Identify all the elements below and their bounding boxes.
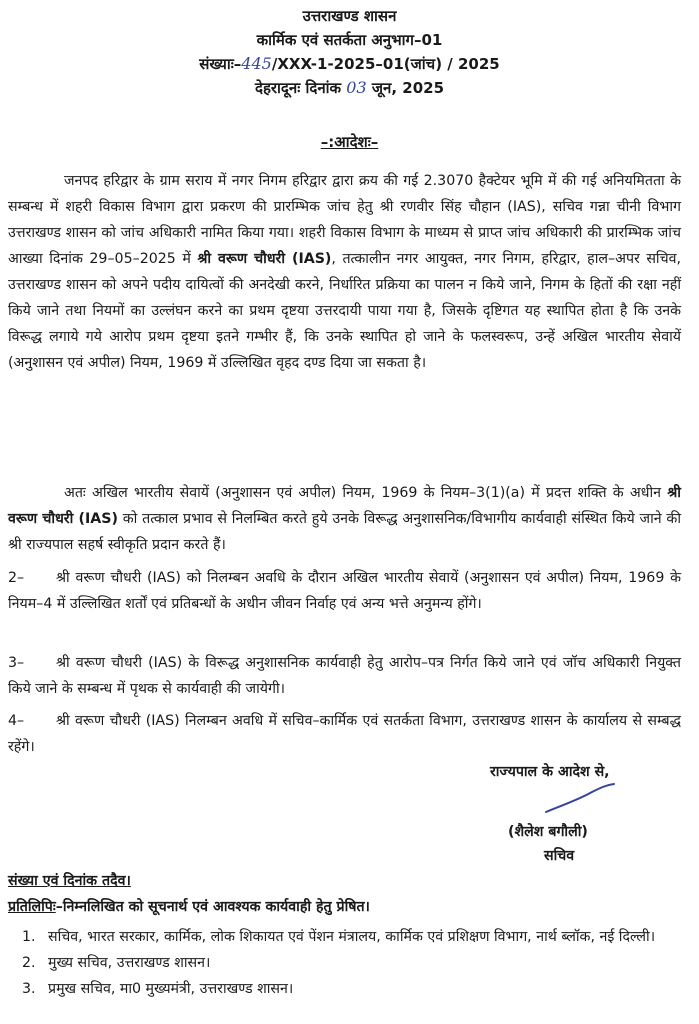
copy-reference: संख्या एवं दिनांक तदैव। — [8, 873, 131, 889]
signature-mark — [540, 780, 620, 820]
copy-item: 3. प्रमुख सचिव, मा0 मुख्यमंत्री, उत्तराखण्ड शासन। — [22, 981, 294, 997]
reference-number: संख्याः–445/XXX-1-2025–01(जांच) / 2025 — [199, 54, 500, 73]
copy-intro: प्रतिलिपिः–निम्नलिखित को सूचनार्थ एवं आवश्यक कार्यवाही हेतु प्रेषित। — [8, 899, 370, 915]
signatory-designation: सचिव — [544, 848, 575, 864]
order-title: –:आदेशः– — [320, 133, 379, 151]
point-2: 2– श्री वरूण चौधरी (IAS) को निलम्बन अवधि के दौरान अखिल भारतीय सेवायें (अनुशासन एवं अपील) नियम, 1969 के नियम–4 में उल्लिखित शर्तों एवं प्रतिबन्धों के अधीन जीवन निर्वाह एवं अन्य भत्ते अनुमन्य होंगे। — [8, 570, 681, 612]
by-order-line: राज्यपाल के आदेश से, — [490, 764, 610, 780]
copy-item: 1. सचिव, भारत सरकार, कार्मिक, लोक शिकायत एवं पेंशन मंत्रालय, कार्मिक एवं प्रशिक्षण विभाग, नार्थ ब्लॉक, नई दिल्ली। — [22, 929, 656, 945]
department-name: कार्मिक एवं सतर्कता अनुभाग–01 — [256, 31, 443, 49]
government-name: उत्तराखण्ड शासन — [302, 7, 397, 25]
copy-section — [8, 868, 688, 1002]
officer-name: श्री वरूण चौधरी (IAS) — [8, 485, 681, 527]
paragraph-2: अतः अखिल भारतीय सेवायें (अनुशासन एवं अपील) नियम, 1969 के नियम–3(1)(a) में प्रदत्त शक्ति के अधीन श्री वरूण चौधरी (IAS) को तत्काल प्रभाव से निलम्बित करते हुये उनके विरूद्ध अनुशासनिक/विभागीय कार्यवाही संस्थित किये जाने की श्री राज्यपाल सहर्ष स्वीकृति प्रदान करते हैं। — [8, 485, 681, 553]
issue-date: देहरादूनः दिनांक 03 जून, 2025 — [254, 78, 445, 97]
point-3: 3– श्री वरूण चौधरी (IAS) के विरूद्ध अनुशासनिक कार्यवाही हेतु आरोप–पत्र निर्गत किये जाने एवं जॉच अधिकारी नियुक्त किये जाने के सम्बन्ध में पृथक से कार्यवाही की जायेगी। — [8, 655, 681, 697]
letterhead — [0, 4, 699, 100]
signatory-name: (शैलेश बगौली) — [508, 824, 588, 840]
copy-item: 2. मुख्य सचिव, उत्तराखण्ड शासन। — [22, 955, 211, 971]
handwritten-date: 03 — [346, 78, 367, 97]
paragraph-1: जनपद हरिद्वार के ग्राम सराय में नगर निगम हरिद्वार द्वारा क्रय की गई 2.3070 हैक्टेयर भूमि में की गई अनियमितता के सम्बन्ध में शहरी विकास विभाग द्वारा प्रकरण की प्रारम्भिक जांच हेतु श्री रणवीर सिंह चौहान (IAS), सचिव गन्ना चीनी विभाग उत्तराखण्ड शासन को जांच अधिकारी नामित किया गया। शहरी विकास विभाग के माध्यम से प्राप्त जांच अधिकारी की प्रारम्भिक जांच आख्या दिनांक 29–05–2025 में श्री वरूण चौधरी (IAS), तत्कालीन नगर आयुक्त, नगर निगम, हरिद्वार, हाल–अपर सचिव, उत्तराखण्ड शासन को अपने पदीय दायित्वों की अनदेखी करने, निर्धारित प्रक्रिया का पालन न किये जाने, निगम के हितों की रक्षा नहीं किये जाने तथा नियमों का उल्लंघन करने का प्रथम दृष्टया उत्तरदायी पाया गया है, जिसके दृष्टिगत यह स्थापित होता है कि उनके विरूद्ध लगाये गये आरोप प्रथम दृष्टया इतने गम्भीर हैं, कि उनके स्थापित हो जाने के फलस्वरूप, उन्हें अखिल भारतीय सेवायें (अनुशासन एवं अपील) नियम, 1969 में उल्लिखित वृहद दण्ड दिया जा सकता है। — [8, 173, 681, 371]
officer-name: श्री वरूण चौधरी (IAS) — [197, 251, 332, 267]
point-4: 4– श्री वरूण चौधरी (IAS) निलम्बन अवधि में सचिव–कार्मिक एवं सतर्कता विभाग, उत्तराखण्ड शासन के कार्यालय से सम्बद्ध रहेंगे। — [8, 713, 681, 755]
handwritten-number: 445 — [241, 54, 272, 73]
